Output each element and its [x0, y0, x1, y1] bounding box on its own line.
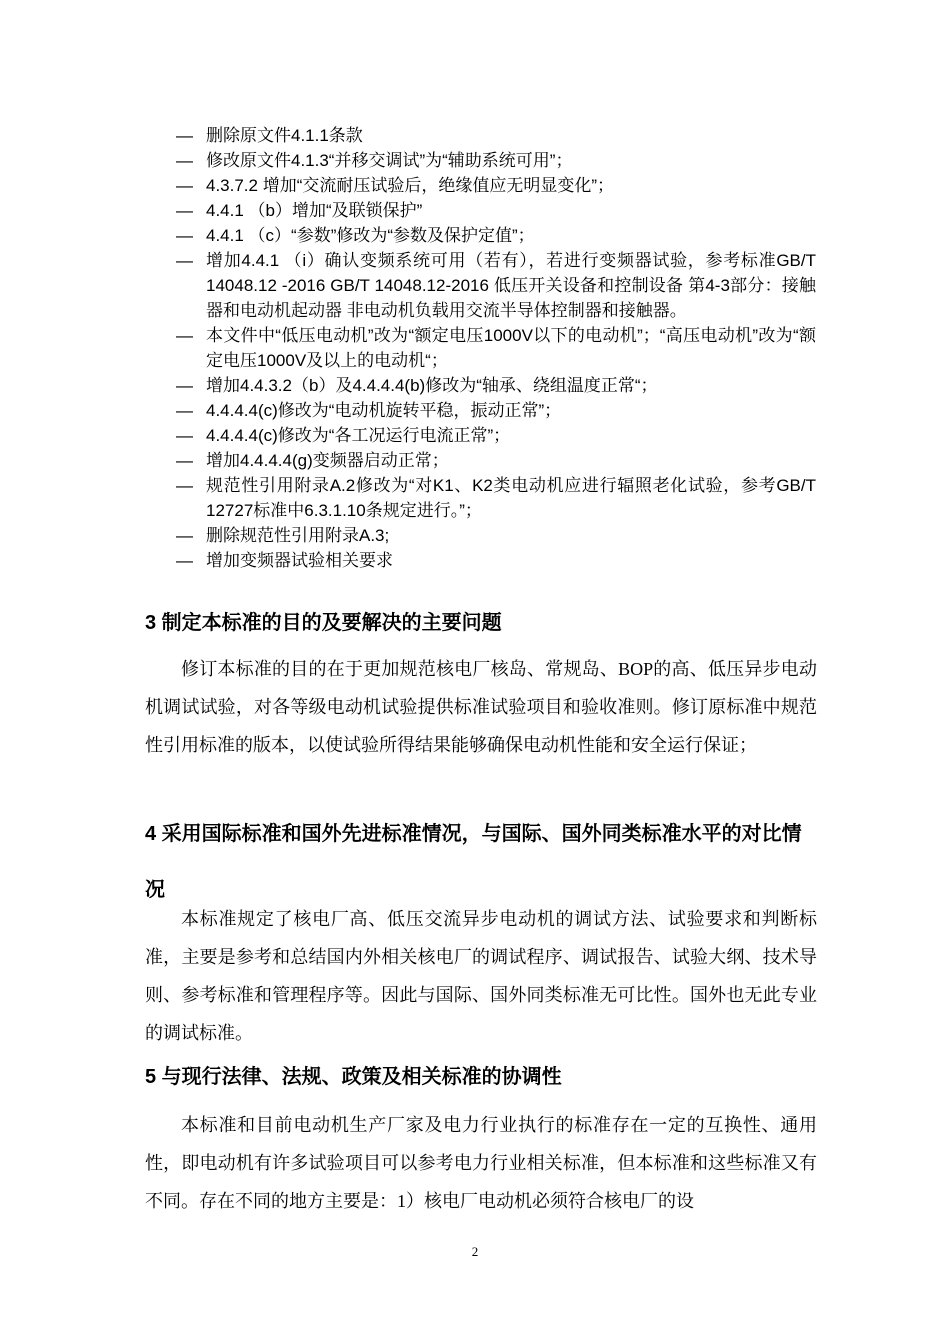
list-dash: — — [176, 426, 193, 445]
list-item-text: 4.3.7.2 增加“交流耐压试验后，绝缘值应无明显变化”； — [206, 176, 615, 195]
list-item — [176, 173, 816, 198]
list-item-text: 4.4.4.4(c)修改为“各工况运行电流正常”； — [206, 426, 511, 445]
list-item — [176, 123, 816, 148]
list-item — [176, 248, 816, 323]
list-dash: — — [176, 526, 193, 545]
list-item — [176, 373, 816, 398]
list-dash: — — [176, 401, 193, 420]
list-dash: — — [176, 451, 193, 470]
list-item-text: 增加4.4.3.2（b）及4.4.4.4(b)修改为“轴承、绕组温度正常“； — [206, 376, 658, 395]
list-item-text: 增加4.4.4.4(g)变频器启动正常； — [206, 451, 449, 470]
list-item — [176, 323, 816, 373]
list-dash: — — [176, 176, 193, 195]
list-dash: — — [176, 476, 193, 495]
list-dash: — — [176, 226, 193, 245]
list-item-text: 删除规范性引用附录A.3; — [206, 526, 390, 545]
section-3-heading: 3 制定本标准的目的及要解决的主要问题 — [145, 612, 502, 634]
list-dash: — — [176, 201, 193, 220]
list-dash: — — [176, 326, 193, 345]
list-item — [176, 148, 816, 173]
section-3-body: 修订本标准的目的在于更加规范核电厂核岛、常规岛、BOP的高、低压异步电动机调试试验，对各等级电动机试验提供标准试验项目和验收准则。修订原标准中规范性引用标准的版本，以使试验所得结果能够确保电动机性能和安全运行保证； — [145, 659, 817, 755]
section-4-body: 本标准规定了核电厂高、低压交流异步电动机的调试方法、试验要求和判断标准，主要是参考和总结国内外相关核电厂的调试程序、调试报告、试验大纲、技术导则、参考标准和管理程序等。因此与国际、国外同类标准无可比性。国外也无此专业的调试标准。 — [145, 909, 817, 1043]
list-item-text: 4.4.4.4(c)修改为“电动机旋转平稳，振动正常”； — [206, 401, 562, 420]
list-item-text: 4.4.1 （b）增加“及联锁保护” — [206, 201, 423, 220]
list-item-text: 增加变频器试验相关要求 — [206, 551, 393, 570]
section-4-heading: 4 采用国际标准和国外先进标准情况，与国际、国外同类标准水平的对比情况 — [145, 823, 802, 901]
list-item-text: 本文件中“低压电动机”改为“额定电压1000V以下的电动机”；“高压电动机”改为“额定电压1000V及以上的电动机“； — [206, 326, 816, 370]
list-dash: — — [176, 126, 193, 145]
list-item-text: 删除原文件4.1.1条款 — [206, 126, 363, 145]
revision-list — [176, 123, 816, 573]
list-item — [176, 223, 816, 248]
list-dash: — — [176, 551, 193, 570]
list-dash: — — [176, 251, 193, 270]
list-item — [176, 448, 816, 473]
list-item — [176, 523, 816, 548]
list-item-text: 4.4.1 （c）“参数”修改为“参数及保护定值”； — [206, 226, 535, 245]
list-dash: — — [176, 151, 193, 170]
list-item-text: 规范性引用附录A.2修改为“对K1、K2类电动机应进行辐照老化试验，参考GB/T 12727标准中6.3.1.10条规定进行。”； — [206, 476, 816, 520]
list-item — [176, 548, 816, 573]
list-item — [176, 398, 816, 423]
page-number: 2 — [471, 1244, 479, 1259]
list-dash: — — [176, 376, 193, 395]
list-item — [176, 198, 816, 223]
section-5-body: 本标准和目前电动机生产厂家及电力行业执行的标准存在一定的互换性、通用性，即电动机有许多试验项目可以参考电力行业相关标准，但本标准和这些标准又有不同。存在不同的地方主要是：1）核电厂电动机必须符合核电厂的设 — [145, 1115, 817, 1211]
section-5-heading: 5 与现行法律、法规、政策及相关标准的协调性 — [145, 1066, 562, 1088]
list-item — [176, 473, 816, 523]
list-item-text: 增加4.4.1 （i）确认变频系统可用（若有），若进行变频器试验，参考标准GB/T 14048.12 -2016 GB/T 14048.12-2016 低压开关设备和控制设备 第4-3部分：接触器和电动机起动器 非电动机负载用交流半导体控制器和接触器。 — [206, 251, 816, 320]
list-item — [176, 423, 816, 448]
list-item-text: 修改原文件4.1.3“并移交调试”为“辅助系统可用”； — [206, 151, 573, 170]
